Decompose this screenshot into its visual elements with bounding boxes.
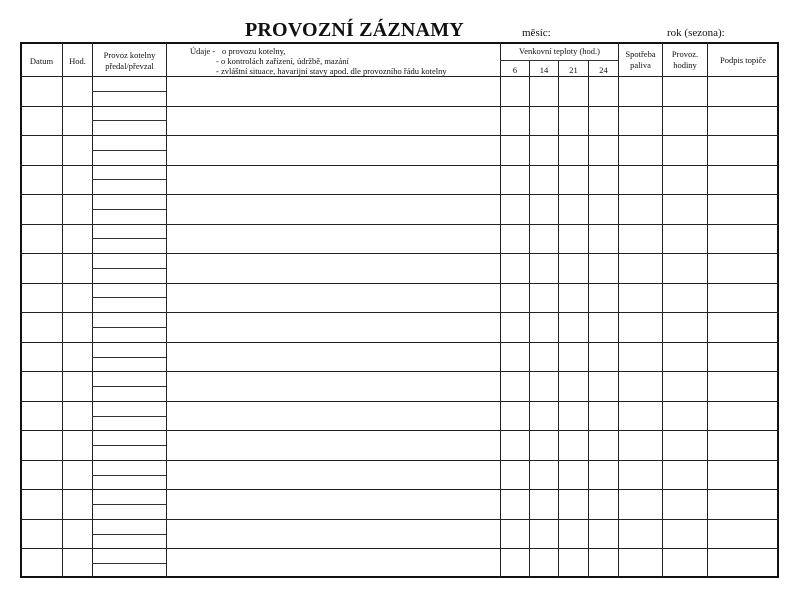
temp-column-divider	[529, 60, 530, 578]
handover-split-line	[92, 357, 166, 358]
col-header-podpis: Podpis topiče	[719, 55, 767, 65]
col-header-provoz-line2: předal/převzal	[105, 61, 154, 71]
column-divider	[166, 42, 167, 578]
col-header-spotreba-line1: Spotřeba	[625, 49, 656, 59]
handover-split-line	[92, 179, 166, 180]
row-divider	[20, 489, 779, 490]
handover-split-line	[92, 297, 166, 298]
temp-group-divider	[500, 60, 618, 61]
handover-split-line	[92, 445, 166, 446]
col-header-hod: Hod.	[69, 56, 86, 66]
handover-split-line	[92, 327, 166, 328]
month-label: měsíc:	[522, 27, 551, 39]
row-divider	[20, 135, 779, 136]
col-header-temp-6: 6	[512, 65, 518, 75]
temp-column-divider	[588, 60, 589, 578]
col-header-provoz-line1: Provoz kotelny	[103, 50, 156, 60]
row-divider	[20, 224, 779, 225]
handover-split-line	[92, 475, 166, 476]
row-divider	[20, 460, 779, 461]
row-divider	[20, 548, 779, 549]
handover-split-line	[92, 416, 166, 417]
handover-split-line	[92, 268, 166, 269]
year-label: rok (sezona):	[667, 27, 725, 39]
col-header-datum: Datum	[29, 56, 54, 66]
handover-split-line	[92, 150, 166, 151]
row-divider	[20, 312, 779, 313]
handover-split-line	[92, 120, 166, 121]
row-divider	[20, 371, 779, 372]
col-header-udaje-line1: o provozu kotelny,	[222, 46, 286, 56]
col-header-spotreba-line2: paliva	[630, 60, 651, 70]
records-table	[20, 42, 779, 578]
row-divider	[20, 194, 779, 195]
handover-split-line	[92, 209, 166, 210]
col-header-provoz-hod-line2: hodiny	[673, 60, 697, 70]
header-divider	[20, 76, 779, 77]
row-divider	[20, 401, 779, 402]
page-title: PROVOZNÍ ZÁZNAMY	[245, 19, 464, 41]
column-divider	[92, 42, 93, 578]
col-header-temp-21: 21	[569, 65, 578, 75]
handover-split-line	[92, 386, 166, 387]
col-header-provoz-hod-line1: Provoz.	[671, 49, 699, 59]
col-header-temp-14: 14	[539, 65, 549, 75]
row-divider	[20, 253, 779, 254]
col-header-udaje-line2: - o kontrolách zařízení, údržbě, mazání	[216, 56, 349, 66]
col-header-udaje-line3: - zvláštní situace, havarijní stavy apod. dle provozního řádu kotelny	[216, 66, 447, 76]
row-divider	[20, 430, 779, 431]
handover-split-line	[92, 563, 166, 564]
handover-split-line	[92, 534, 166, 535]
handover-split-line	[92, 91, 166, 92]
handover-split-line	[92, 504, 166, 505]
col-header-temp-24: 24	[599, 65, 608, 75]
column-divider	[707, 42, 708, 578]
row-divider	[20, 165, 779, 166]
column-divider	[62, 42, 63, 578]
temp-column-divider	[558, 60, 559, 578]
col-header-venkovni: Venkovní teploty (hod.)	[519, 46, 600, 56]
row-divider	[20, 342, 779, 343]
column-divider	[662, 42, 663, 578]
column-divider	[500, 42, 501, 578]
col-header-udaje-prefix: Údaje -	[190, 46, 216, 56]
row-divider	[20, 106, 779, 107]
row-divider	[20, 519, 779, 520]
row-divider	[20, 283, 779, 284]
handover-split-line	[92, 238, 166, 239]
column-divider	[618, 42, 619, 578]
